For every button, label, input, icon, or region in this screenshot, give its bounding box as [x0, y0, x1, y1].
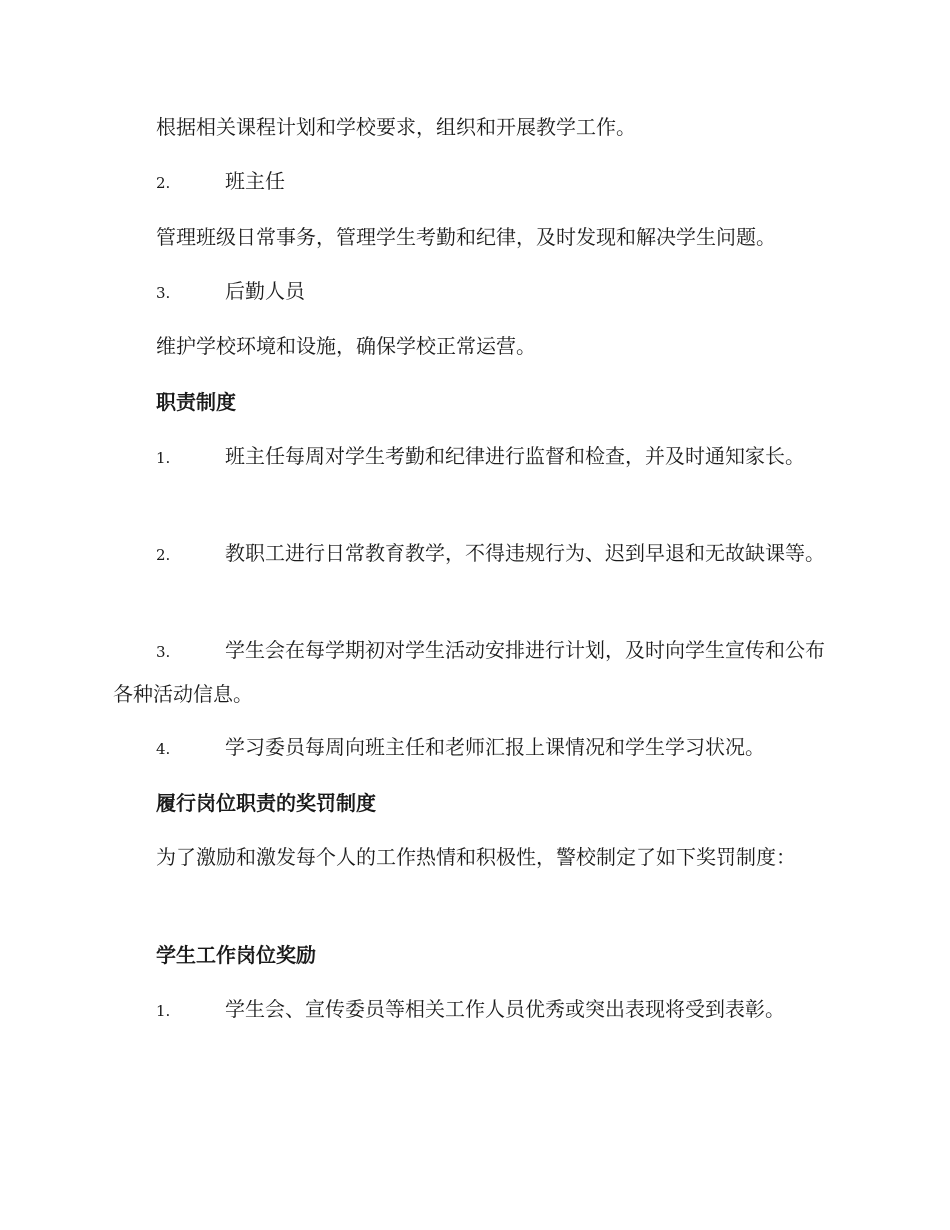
section-heading-rewards: 履行岗位职责的奖罚制度: [156, 791, 376, 815]
list-item-text: 班主任每周对学生考勤和纪律进行监督和检查，并及时通知家长。: [225, 444, 805, 468]
role-title: 后勤人员: [225, 279, 305, 303]
paragraph-headteacher-duty: 管理班级日常事务，管理学生考勤和纪律，及时发现和解决学生问题。: [156, 225, 776, 249]
list-item: [113, 988, 837, 1032]
list-item-text: 学生会、宣传委员等相关工作人员优秀或突出表现将受到表彰。: [225, 997, 785, 1021]
list-item: [113, 435, 837, 479]
list-item: [113, 629, 837, 715]
section-heading-duties: 职责制度: [156, 390, 236, 414]
list-item-text: 学习委员每周向班主任和老师汇报上课情况和学生学习状况。: [225, 735, 765, 759]
paragraph-logistics-duty: 维护学校环境和设施，确保学校正常运营。: [156, 334, 536, 358]
list-number: 2.: [156, 546, 171, 564]
list-number: 1.: [156, 1002, 171, 1020]
list-number: 3.: [156, 643, 171, 661]
role-item-headteacher: [113, 160, 837, 204]
list-item-text: 学生会在每学期初对学生活动安排进行计划，及时向学生宣传和公布各种活动信息。: [113, 638, 825, 706]
list-number: 2.: [156, 174, 171, 192]
list-number: 4.: [156, 740, 171, 758]
role-title: 班主任: [225, 169, 285, 193]
paragraph-teaching-duty: 根据相关课程计划和学校要求，组织和开展教学工作。: [156, 115, 636, 139]
list-item: [113, 532, 837, 576]
list-item-text: 教职工进行日常教育教学，不得违规行为、迟到早退和无故缺课等。: [225, 541, 825, 565]
role-item-logistics: [113, 270, 837, 314]
list-item: [113, 726, 837, 770]
list-number: 3.: [156, 284, 171, 302]
paragraph-rewards-intro: 为了激励和激发每个人的工作热情和积极性，警校制定了如下奖罚制度：: [156, 845, 796, 869]
list-number: 1.: [156, 449, 171, 467]
section-heading-student-award: 学生工作岗位奖励: [156, 943, 316, 967]
